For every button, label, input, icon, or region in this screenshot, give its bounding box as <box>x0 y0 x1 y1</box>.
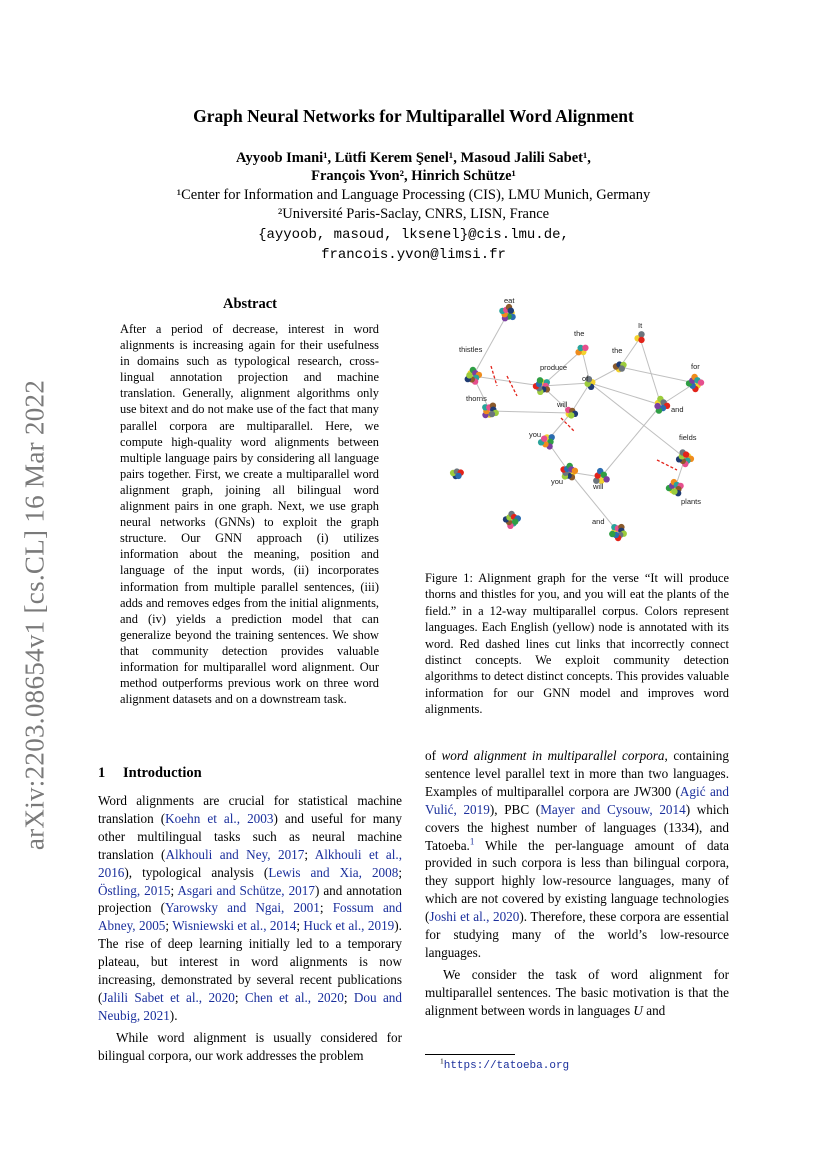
intro-paragraph-1: Word alignments are crucial for statistical machine translation (Koehn et al., 2003) and useful for many other multilingual tasks such as neural machine translation (Alkhouli and Ney, 2017; Alkhouli et al., 2016), typological analysis (Lewis and Xia, 2008; Östling, 2015; Asgari and Schütze, 2017) and annotation projection (Yarowsky and Ngai, 2001; Fossum and Abney, 2005; Wisniewski et al., 2014; Huck et al., 2019). The rise of deep learning initially led to a temporary plateau, but interest in word alignments is now increasing, demonstrated by several recent publications (Jalili Sabet et al., 2020; Chen et al., 2020; Dou and Neubig, 2021). <box>98 793 403 1023</box>
node-label: fields <box>679 433 697 442</box>
footnote <box>440 1056 570 1072</box>
language-node <box>512 518 518 524</box>
language-node <box>568 412 574 418</box>
citation-link[interactable]: Dou and Neubig, 2021 <box>98 989 402 1023</box>
citation-link[interactable]: Jalili Sabet et al., 2020 <box>102 989 235 1005</box>
node-label: the <box>574 329 585 338</box>
email-line-2: francois.yvon@limsi.fr <box>321 247 506 263</box>
cut-line <box>657 460 677 470</box>
abstract-body <box>120 321 379 707</box>
language-node <box>609 531 615 537</box>
intro-paragraph-continued: of word alignment in multiparallel corpora, containing sentence level parallel text in more than two languages. Examples of multiparallel corpora are JW300 (Agić and Vulić, 2019), PBC (Mayer and Cysouw, 2014) which covers the highest number of languages (1334), and Tatoeba.$^1$ While the per-language amount of data provided in such corpora is less than bilingual corpora, they support highly low-resource languages, many of which are not covered by existing language technologies (Joshi et al., 2020). Therefore, these corpora are essential for studying many of the world’s low-resource languages. <box>425 748 729 960</box>
node-label: you <box>529 430 542 439</box>
language-node <box>698 379 704 385</box>
citation-link[interactable]: Alkhouli and Ney, 2017 <box>165 846 305 862</box>
citation-link[interactable]: Agić and Vulić, 2019 <box>425 783 729 817</box>
arxiv-sidebar <box>12 355 58 875</box>
language-node <box>654 403 660 409</box>
node-label: eat <box>504 296 515 305</box>
language-node <box>619 365 625 371</box>
language-node <box>582 345 588 351</box>
citation-link[interactable]: Asgari and Schütze, 2017 <box>177 882 315 898</box>
intro-paragraph-3: We consider the task of word alignment for multiparallel sentences. The basic motivation is that the alignment between words in languages U and <box>425 966 729 1018</box>
section-heading <box>98 765 202 782</box>
email-line-1: {ayyoob, masoud, lksenel}@cis.lmu.de, <box>258 227 569 243</box>
language-node <box>671 488 677 494</box>
node-label: produce <box>540 363 568 372</box>
graph-edge <box>620 367 695 383</box>
citation-link[interactable]: Wisniewski et al., 2014 <box>172 918 297 934</box>
graph-nodes <box>450 304 704 541</box>
citation-link[interactable]: Joshi et al., 2020 <box>429 909 520 925</box>
citation-link[interactable]: Mayer and Cysouw, 2014 <box>540 801 686 817</box>
author-line-2: François Yvon², Hinrich Schütze¹ <box>311 168 516 184</box>
node-label: thorns <box>466 394 487 403</box>
graph-edge <box>590 383 685 458</box>
graph-edge <box>490 411 571 413</box>
footnote-url-link[interactable]: https://tatoeba.org <box>443 1060 570 1072</box>
affiliation-1: ¹Center for Information and Language Processing (CIS), LMU Munich, Germany <box>176 187 651 203</box>
node-label: you <box>551 477 564 486</box>
node-label: It <box>638 321 643 330</box>
language-node <box>541 436 547 442</box>
citation-link[interactable]: Huck et al., 2019 <box>303 918 395 934</box>
author-line-1: Ayyoob Imani¹, Lütfi Kerem Şenel¹, Masoud Jalili Sabet¹, <box>236 150 591 166</box>
alignment-graph-figure <box>425 290 729 552</box>
abstract-text: After a period of decrease, interest in word alignments is increasing again for their usefulness in domains such as typological research, cross-lingual annotation projection and machine translation. Generally, alignment algorithms only use bitext and do not make use of the fact that many parallel corpora are multiparallel. Here, we compute high-quality word alignments between multiple language pairs by considering all language pairs together. First, we create a multiparallel word alignment graph, joining all bilingual word alignment pairs in one graph. Next, we use graph neural networks (GNNs) to exploit the graph structure. Our GNN approach (i) utilizes information about the meaning, position and language of the input words, (ii) incorporates information from multiple parallel sentences, (iii) adds and removes edges from the initial alignments, and (iv) yields a prediction model that can generalize beyond the training sentences. We show that community detection provides valuable information for multiparallel word alignment. Our method outperforms previous work on three word alignment datasets and on a downstream task. <box>120 322 379 707</box>
node-label: and <box>671 405 684 414</box>
citation-link[interactable]: Lewis and Xia, 2008 <box>268 864 399 880</box>
language-node <box>638 337 644 343</box>
graph-edge <box>590 383 661 405</box>
cut-line <box>561 418 575 432</box>
arxiv-identifier: arXiv:2203.08654v1 [cs.CL] 16 Mar 2022 <box>19 379 50 851</box>
node-label: the <box>612 346 623 355</box>
language-node <box>537 377 543 383</box>
language-node <box>603 476 609 482</box>
language-node <box>455 473 461 479</box>
node-label: of <box>582 374 589 383</box>
affiliation-2: ²Université Paris-Saclay, CNRS, LISN, France <box>277 206 550 222</box>
node-label: will <box>593 482 604 491</box>
citation-link[interactable]: Chen et al., 2020 <box>244 989 344 1005</box>
citation-link[interactable]: Alkhouli et al., 2016 <box>98 846 403 880</box>
left-column-text <box>98 792 402 1065</box>
footnote-divider <box>425 1054 515 1055</box>
language-node <box>572 468 578 474</box>
abstract-heading: Abstract <box>223 296 277 312</box>
language-node <box>466 372 472 378</box>
footnote-number: 1 <box>440 1056 444 1066</box>
cut-line <box>491 366 497 386</box>
section-title: Introduction <box>123 765 202 781</box>
section-number: 1 <box>98 765 106 781</box>
citation-link[interactable]: Fossum and Abney, 2005 <box>98 900 402 934</box>
cut-line <box>507 376 517 396</box>
citation-link[interactable]: Yarowsky and Ngai, 2001 <box>165 900 320 916</box>
node-label: thistles <box>459 345 483 354</box>
node-label: and <box>592 517 605 526</box>
language-node <box>638 331 644 337</box>
node-label: for <box>691 362 700 371</box>
language-node <box>489 411 495 417</box>
paper-title: Graph Neural Networks for Multiparallel Word Alignment <box>193 106 634 126</box>
footnote-marker[interactable]: 1 <box>469 836 475 847</box>
right-column-text <box>425 747 729 1020</box>
language-node <box>683 451 689 457</box>
node-label: will <box>557 400 568 409</box>
citation-link[interactable]: Östling, 2015 <box>98 882 171 898</box>
language-node <box>508 308 514 314</box>
citation-link[interactable]: Koehn et al., 2003 <box>165 810 274 826</box>
intro-paragraph-2: While word alignment is usually considered for bilingual corpora, our work addresses the problem <box>98 1029 402 1063</box>
node-label: plants <box>681 497 702 506</box>
figure-1-caption: Figure 1: Alignment graph for the verse “It will produce thorns and thistles for you, and you will eat the plants of the field.” in a 12-way multiparallel corpus. Colors represent languages. Each English (yellow) node is annotated with its word. Red dashed lines cut links that incorrectly connect distinct concepts. We exploit community detection algorithms to detect distinct concepts. This provides valuable information for our GNN model and improves word alignments. <box>425 571 729 717</box>
